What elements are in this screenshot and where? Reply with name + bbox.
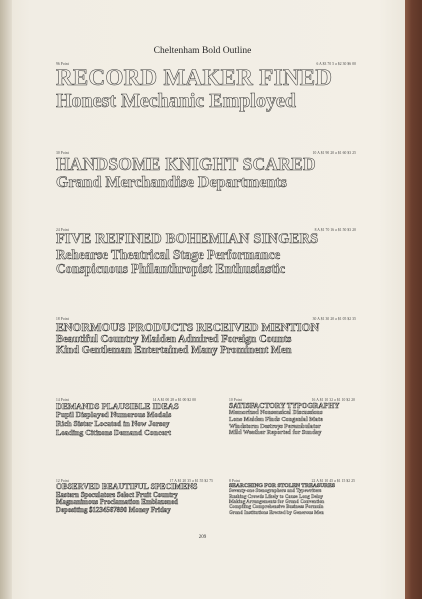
specimen-line: Kind Gentleman Entertained Many Prominent Men	[56, 345, 292, 357]
specimen-line: Compiling Comprehensive Business Formula	[229, 505, 324, 511]
specimen-line: Beautiful Country Maiden Admired Foreign Counts	[56, 333, 292, 345]
specimen-10-point	[229, 398, 355, 437]
point-size: 14 Point	[56, 398, 69, 402]
specimen-12-point	[56, 479, 213, 514]
specimen-30-point	[56, 151, 356, 191]
specimen-line: Rich Sister Located in New Jersey	[56, 419, 170, 429]
specimen-line: ENORMOUS PRODUCTS RECEIVED MENTION	[56, 320, 320, 334]
font-price: 22 A $1 10 45 a $1 15 $2 25	[311, 479, 355, 483]
specimen-line: Mild Weather Reported for Sunday	[229, 430, 322, 437]
specimen-line: Memorized Nonsensical Discussions	[229, 410, 323, 417]
specimen-line: Honest Mechanic Employed	[56, 89, 296, 112]
font-price: 30 A $1 30 20 a $1 05 $2 35	[312, 317, 356, 321]
font-price: 17 A $1 20 35 a $1 55 $2 75	[169, 479, 213, 483]
specimen-18-point	[56, 317, 356, 357]
specimen-line: RECORD MAKER FINED	[56, 65, 333, 90]
specimen-line: Lone Maiden Finds Congenial Mate	[229, 416, 323, 423]
specimen-14-point	[56, 398, 196, 437]
font-price: 6 A $3 70 5 a $2 30 $6 00	[316, 62, 356, 66]
specimen-line: Depositing $1234567890 Money Friday	[56, 506, 171, 514]
specimen-line: Leading Citizens Demand Concert	[56, 427, 171, 437]
font-price: 14 A $1 00 28 a $1 00 $2 00	[152, 398, 196, 402]
font-price: 16 A $1 10 32 a $1 10 $2 20	[311, 398, 355, 402]
point-size: 10 Point	[229, 398, 242, 402]
specimen-line: Magnanimous Proclamation Emblazoned	[56, 499, 178, 507]
specimen-8-point	[229, 479, 355, 516]
specimen-line: Grand Institutions Erected by Generous Men	[229, 510, 324, 516]
specimen-line: Grand Merchandise Departments	[56, 173, 287, 191]
specimen-line: Windstorm Destroys Perambulator	[229, 423, 321, 430]
page-gutter	[0, 0, 12, 599]
font-price: 8 A $1 70 16 a $1 50 $3 20	[314, 228, 356, 232]
point-size: 96 Point	[56, 62, 69, 66]
specimen-24-point	[56, 228, 356, 276]
specimen-line: Making Arrangements for Grand Convention	[229, 499, 325, 505]
page-number: 209	[198, 535, 207, 540]
point-size: 18 Point	[56, 317, 69, 321]
specimen-line: OBSERVED BEAUTIFUL SPECIMENS	[56, 482, 198, 491]
specimen-line: Eastern Speculators Select Fruit Country	[56, 491, 178, 499]
font-price: 10 A $1 90 20 a $1 60 $3 25	[312, 151, 356, 155]
specimen-line: Rushing Crowds Likely to Cause Long Delay	[229, 494, 323, 500]
specimen-line: Seventy-one Stenographers and Typewriters	[229, 489, 322, 495]
point-size: 12 Point	[56, 479, 69, 483]
specimen-line: Pupil Displayed Numerous Medals	[56, 410, 172, 420]
book-edge	[405, 0, 422, 599]
specimen-line: SEARCHING FOR STOLEN TREASURES	[229, 483, 335, 489]
specimen-96-point	[56, 62, 356, 112]
specimen-line: HANDSOME KNIGHT SCARED	[56, 154, 316, 174]
specimen-line: Conspicuous Philanthropist Enthusiastic	[56, 260, 286, 276]
page-title: Cheltenham Bold Outline	[153, 46, 252, 56]
specimen-line: FIVE REFINED BOHEMIAN SINGERS	[56, 231, 319, 247]
specimen-line: DEMANDS PLAUSIBLE IDEAS	[56, 401, 179, 411]
point-size: 24 Point	[56, 228, 69, 232]
specimen-line: Rehearse Theatrical Stage Performance	[56, 246, 281, 262]
specimen-line: SATISFACTORY TYPOGRAPHY	[229, 401, 340, 410]
point-size: 8 Point	[229, 479, 240, 483]
point-size: 30 Point	[56, 151, 69, 155]
